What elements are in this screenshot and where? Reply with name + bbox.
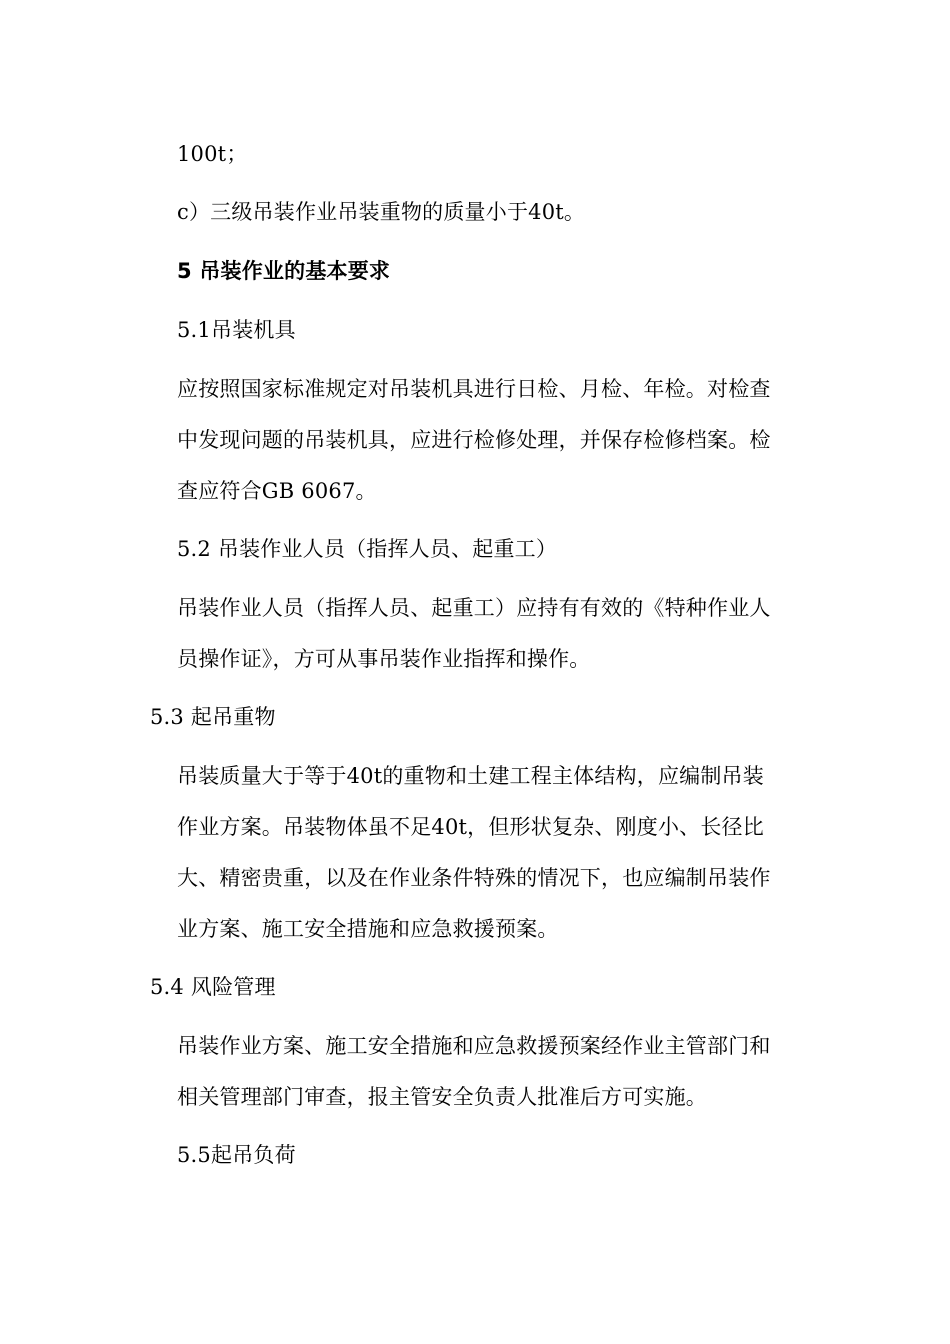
paragraph-line: 业方案、施工安全措施和应急救援预案。 [177, 917, 559, 941]
subsection-heading-5-3: 5.3 起吊重物 [150, 705, 276, 729]
list-item-c: c）三级吊装作业吊装重物的质量小于40t。 [177, 200, 586, 224]
section-heading-5: 5 吊装作业的基本要求 [177, 259, 391, 283]
paragraph-line: 相关管理部门审查，报主管安全负责人批准后方可实施。 [177, 1085, 707, 1109]
paragraph-line: 吊装作业人员（指挥人员、起重工）应持有有效的《特种作业人 [177, 596, 771, 620]
paragraph-line: 应按照国家标准规定对吊装机具进行日检、月检、年检。对检查 [177, 377, 771, 401]
paragraph-line: 查应符合GB 6067。 [177, 479, 377, 503]
subsection-heading-5-2: 5.2 吊装作业人员（指挥人员、起重工） [177, 537, 558, 561]
paragraph-line: 员操作证》，方可从事吊装作业指挥和操作。 [177, 647, 591, 671]
text-line-continuation: 100t； [177, 142, 248, 166]
paragraph-line: 吊装质量大于等于40t的重物和土建工程主体结构，应编制吊装 [177, 764, 764, 788]
subsection-heading-5-5: 5.5起吊负荷 [177, 1143, 296, 1167]
subsection-heading-5-1: 5.1吊装机具 [177, 318, 296, 342]
paragraph-line: 吊装作业方案、施工安全措施和应急救援预案经作业主管部门和 [177, 1034, 771, 1058]
paragraph-line: 大、精密贵重，以及在作业条件特殊的情况下，也应编制吊装作 [177, 866, 771, 890]
subsection-heading-5-4: 5.4 风险管理 [150, 975, 276, 999]
paragraph-line: 作业方案。吊装物体虽不足40t，但形状复杂、刚度小、长径比 [177, 815, 764, 839]
paragraph-line: 中发现问题的吊装机具，应进行检修处理，并保存检修档案。检 [177, 428, 771, 452]
